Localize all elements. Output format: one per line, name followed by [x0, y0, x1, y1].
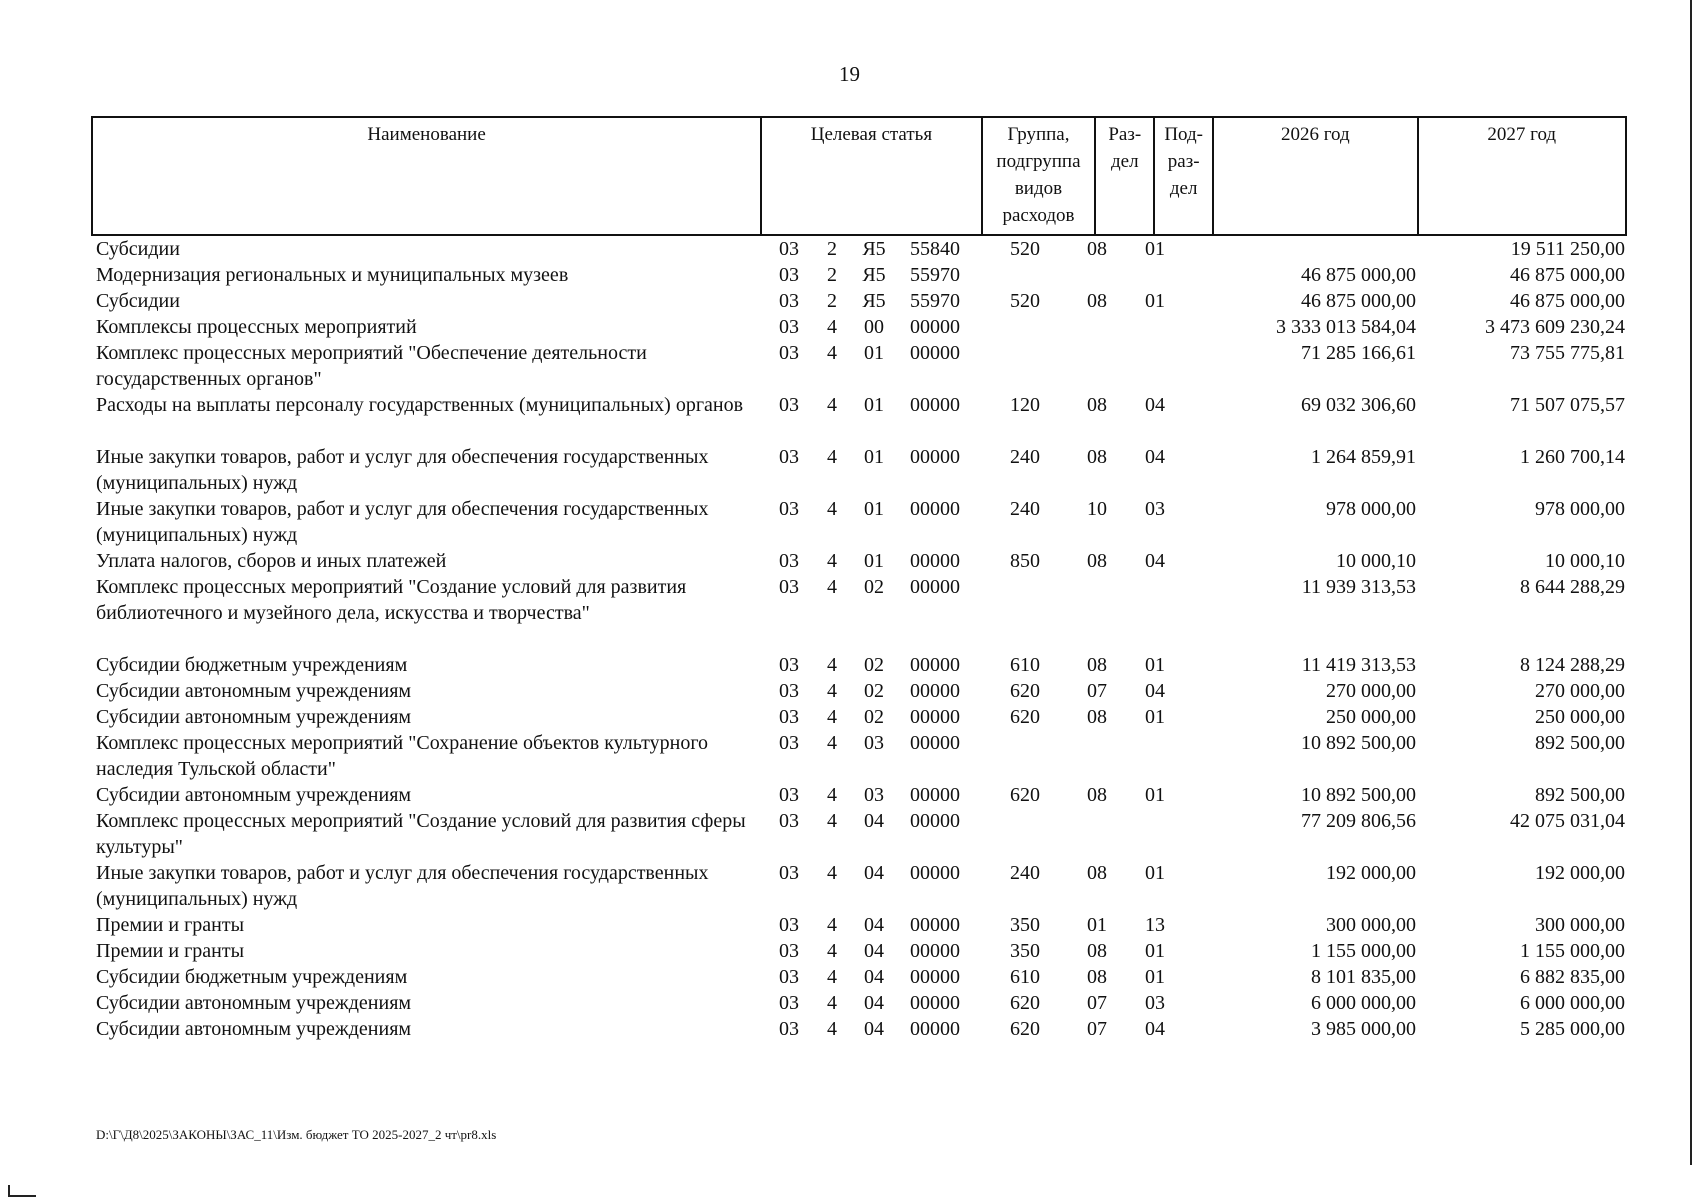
cell-c3: Я5 [862, 264, 886, 286]
cell-section: 08 [1087, 238, 1107, 260]
cell-y2027: 71 507 075,57 [1510, 394, 1625, 416]
cell-group: 850 [1010, 550, 1040, 572]
cell-section: 08 [1087, 862, 1107, 884]
cell-subsection: 01 [1145, 290, 1165, 312]
cell-section: 08 [1087, 706, 1107, 728]
cell-c2: 4 [827, 732, 837, 754]
cell-y2027: 8 124 288,29 [1520, 654, 1625, 676]
table-row [91, 236, 1627, 262]
row-name: Расходы на выплаты персоналу государственных (муниципальных) органов [96, 394, 744, 416]
cell-c3: Я5 [862, 238, 886, 260]
row-name: Премии и гранты [96, 914, 245, 936]
cell-group: 620 [1010, 680, 1040, 702]
cell-c2: 4 [827, 576, 837, 598]
cell-c4: 00000 [910, 992, 960, 1014]
row-name: Комплексы процессных мероприятий [96, 316, 417, 338]
cell-y2027: 19 511 250,00 [1510, 238, 1625, 260]
cell-c2: 2 [827, 264, 837, 286]
cell-c3: 04 [864, 992, 884, 1014]
cell-y2026: 11 419 313,53 [1301, 654, 1416, 676]
row-name: Иные закупки товаров, работ и услуг для обеспечения государственных (муниципальных) нужд [96, 446, 709, 494]
cell-c2: 2 [827, 290, 837, 312]
cell-y2027: 892 500,00 [1535, 732, 1625, 754]
table-row [91, 262, 1627, 288]
cell-y2027: 10 000,10 [1545, 550, 1625, 572]
cell-c2: 4 [827, 706, 837, 728]
cell-section: 08 [1087, 550, 1107, 572]
table-row [91, 730, 1627, 782]
cell-section: 08 [1087, 784, 1107, 806]
cell-y2027: 46 875 000,00 [1510, 290, 1625, 312]
cell-section: 08 [1087, 940, 1107, 962]
row-name: Комплекс процессных мероприятий "Создание условий для развития библиотечного и музейного дела, искусства и творчества" [96, 576, 687, 624]
cell-group: 620 [1010, 706, 1040, 728]
cell-c1: 03 [779, 498, 799, 520]
row-name: Субсидии бюджетным учреждениям [96, 654, 408, 676]
cell-group: 610 [1010, 966, 1040, 988]
cell-y2027: 1 260 700,14 [1520, 446, 1625, 468]
cell-c2: 4 [827, 446, 837, 468]
cell-c2: 4 [827, 394, 837, 416]
cell-c2: 4 [827, 914, 837, 936]
table-row [91, 704, 1627, 730]
table-row [91, 444, 1627, 496]
cell-c4: 00000 [910, 1018, 960, 1040]
row-name: Иные закупки товаров, работ и услуг для обеспечения государственных (муниципальных) нужд [96, 862, 709, 910]
table-body [91, 236, 1627, 1042]
cell-c4: 00000 [910, 342, 960, 364]
cell-subsection: 03 [1145, 992, 1165, 1014]
cell-c2: 4 [827, 342, 837, 364]
table-row [91, 574, 1627, 652]
cell-c4: 00000 [910, 498, 960, 520]
cell-y2026: 270 000,00 [1326, 680, 1416, 702]
cell-c3: 00 [864, 316, 884, 338]
cell-y2026: 10 892 500,00 [1301, 784, 1416, 806]
cell-c3: 02 [864, 680, 884, 702]
cell-c1: 03 [779, 576, 799, 598]
cell-c1: 03 [779, 290, 799, 312]
cell-subsection: 04 [1145, 550, 1165, 572]
cell-y2027: 270 000,00 [1535, 680, 1625, 702]
cell-group: 350 [1010, 940, 1040, 962]
table-row [91, 678, 1627, 704]
cell-y2026: 192 000,00 [1326, 862, 1416, 884]
row-name: Субсидии автономным учреждениям [96, 784, 412, 806]
table-row [91, 314, 1627, 340]
cell-subsection: 01 [1145, 966, 1165, 988]
cell-c1: 03 [779, 940, 799, 962]
cell-c4: 00000 [910, 654, 960, 676]
cell-c4: 00000 [910, 706, 960, 728]
cell-c1: 03 [779, 784, 799, 806]
page-number: 19 [839, 62, 860, 86]
page-edge-line [1690, 0, 1692, 1165]
row-name: Субсидии бюджетным учреждениям [96, 966, 408, 988]
cell-y2027: 73 755 775,81 [1510, 342, 1625, 364]
cell-y2026: 69 032 306,60 [1301, 394, 1416, 416]
cell-c1: 03 [779, 706, 799, 728]
header-section: Раз- дел [1096, 118, 1155, 234]
table-row [91, 860, 1627, 912]
cell-y2027: 6 882 835,00 [1520, 966, 1625, 988]
table-row [91, 340, 1627, 392]
cell-c1: 03 [779, 992, 799, 1014]
row-name: Субсидии автономным учреждениям [96, 706, 412, 728]
cell-c2: 4 [827, 498, 837, 520]
cell-c4: 55970 [910, 264, 960, 286]
cell-subsection: 01 [1145, 862, 1165, 884]
cell-section: 08 [1087, 290, 1107, 312]
cell-y2026: 46 875 000,00 [1301, 290, 1416, 312]
cell-c1: 03 [779, 914, 799, 936]
cell-c1: 03 [779, 862, 799, 884]
cell-c3: 04 [864, 862, 884, 884]
cell-c3: 01 [864, 394, 884, 416]
cell-y2027: 5 285 000,00 [1520, 1018, 1625, 1040]
cell-subsection: 03 [1145, 498, 1165, 520]
cell-c1: 03 [779, 1018, 799, 1040]
row-name: Комплекс процессных мероприятий "Обеспечение деятельности государственных органов" [96, 342, 647, 390]
row-name: Иные закупки товаров, работ и услуг для обеспечения государственных (муниципальных) нужд [96, 498, 709, 546]
cell-y2027: 978 000,00 [1535, 498, 1625, 520]
cell-c2: 4 [827, 810, 837, 832]
cell-c3: 04 [864, 966, 884, 988]
cell-c1: 03 [779, 654, 799, 676]
cell-c3: 03 [864, 732, 884, 754]
cell-c1: 03 [779, 966, 799, 988]
corner-mark [8, 1185, 36, 1197]
cell-y2026: 6 000 000,00 [1311, 992, 1416, 1014]
cell-c2: 4 [827, 940, 837, 962]
cell-c3: 01 [864, 498, 884, 520]
cell-group: 620 [1010, 1018, 1040, 1040]
cell-c4: 00000 [910, 316, 960, 338]
cell-c1: 03 [779, 446, 799, 468]
cell-c4: 00000 [910, 784, 960, 806]
cell-c4: 00000 [910, 810, 960, 832]
cell-y2026: 300 000,00 [1326, 914, 1416, 936]
cell-subsection: 01 [1145, 940, 1165, 962]
row-name: Комплекс процессных мероприятий "Создание условий для развития сферы культуры" [96, 810, 746, 858]
cell-group: 350 [1010, 914, 1040, 936]
cell-c3: 03 [864, 784, 884, 806]
cell-c4: 00000 [910, 732, 960, 754]
cell-y2026: 1 155 000,00 [1311, 940, 1416, 962]
cell-c3: 04 [864, 940, 884, 962]
cell-y2027: 6 000 000,00 [1520, 992, 1625, 1014]
cell-y2027: 300 000,00 [1535, 914, 1625, 936]
cell-c4: 00000 [910, 940, 960, 962]
row-name: Премии и гранты [96, 940, 245, 962]
table-row [91, 808, 1627, 860]
cell-c3: 01 [864, 446, 884, 468]
cell-c1: 03 [779, 342, 799, 364]
cell-c3: 01 [864, 550, 884, 572]
cell-subsection: 01 [1145, 706, 1165, 728]
cell-c2: 4 [827, 1018, 837, 1040]
cell-c1: 03 [779, 810, 799, 832]
cell-section: 10 [1087, 498, 1107, 520]
cell-c2: 4 [827, 862, 837, 884]
cell-c2: 4 [827, 316, 837, 338]
cell-y2026: 46 875 000,00 [1301, 264, 1416, 286]
cell-subsection: 01 [1145, 238, 1165, 260]
cell-c2: 2 [827, 238, 837, 260]
cell-y2026: 250 000,00 [1326, 706, 1416, 728]
cell-c1: 03 [779, 732, 799, 754]
cell-y2027: 46 875 000,00 [1510, 264, 1625, 286]
cell-group: 120 [1010, 394, 1040, 416]
table-row [91, 990, 1627, 1016]
cell-subsection: 04 [1145, 394, 1165, 416]
cell-c3: 04 [864, 1018, 884, 1040]
row-name: Модернизация региональных и муниципальных музеев [96, 264, 569, 286]
cell-c3: 02 [864, 654, 884, 676]
cell-c1: 03 [779, 316, 799, 338]
row-name: Субсидии автономным учреждениям [96, 680, 412, 702]
table-row [91, 1016, 1627, 1042]
cell-c2: 4 [827, 680, 837, 702]
cell-c3: 04 [864, 810, 884, 832]
header-2027: 2027 год [1487, 124, 1557, 145]
cell-y2027: 892 500,00 [1535, 784, 1625, 806]
header-name: Наименование [93, 118, 762, 234]
cell-section: 08 [1087, 966, 1107, 988]
table-row [91, 782, 1627, 808]
cell-c3: 01 [864, 342, 884, 364]
cell-group: 620 [1010, 784, 1040, 806]
cell-c1: 03 [779, 680, 799, 702]
cell-c4: 00000 [910, 966, 960, 988]
row-name: Субсидии [96, 238, 180, 260]
cell-section: 07 [1087, 1018, 1107, 1040]
cell-c4: 55840 [910, 238, 960, 260]
cell-y2026: 71 285 166,61 [1301, 342, 1416, 364]
table-row [91, 964, 1627, 990]
cell-c3: Я5 [862, 290, 886, 312]
cell-section: 08 [1087, 446, 1107, 468]
file-path: D:\Г\Д8\2025\ЗАКОНЫ\ЗАС_11\Изм. бюджет ТО 2025-2027_2 чт\pr8.xls [96, 1127, 497, 1142]
cell-c3: 02 [864, 576, 884, 598]
cell-c2: 4 [827, 966, 837, 988]
table-row [91, 912, 1627, 938]
cell-c4: 00000 [910, 446, 960, 468]
cell-section: 01 [1087, 914, 1107, 936]
row-name: Субсидии автономным учреждениям [96, 992, 412, 1014]
cell-y2026: 978 000,00 [1326, 498, 1416, 520]
cell-group: 610 [1010, 654, 1040, 676]
cell-c2: 4 [827, 550, 837, 572]
row-name: Комплекс процессных мероприятий "Сохранение объектов культурного наследия Тульской области" [96, 732, 709, 780]
cell-subsection: 04 [1145, 1018, 1165, 1040]
table-row [91, 548, 1627, 574]
cell-section: 07 [1087, 992, 1107, 1014]
table-row [91, 938, 1627, 964]
cell-c2: 4 [827, 992, 837, 1014]
cell-subsection: 04 [1145, 680, 1165, 702]
header-target-article: Целевая статья [762, 118, 982, 234]
cell-section: 08 [1087, 394, 1107, 416]
cell-c4: 00000 [910, 862, 960, 884]
cell-group: 240 [1010, 446, 1040, 468]
cell-c1: 03 [779, 264, 799, 286]
cell-y2027: 250 000,00 [1535, 706, 1625, 728]
cell-y2026: 8 101 835,00 [1311, 966, 1416, 988]
header-subsection: Под- раз- дел [1155, 118, 1214, 234]
cell-y2026: 3 985 000,00 [1311, 1018, 1416, 1040]
header-2026: 2026 год [1214, 118, 1418, 234]
cell-y2027: 192 000,00 [1535, 862, 1625, 884]
cell-y2026: 10 892 500,00 [1301, 732, 1416, 754]
cell-y2027: 1 155 000,00 [1520, 940, 1625, 962]
row-name: Уплата налогов, сборов и иных платежей [96, 550, 447, 572]
cell-c1: 03 [779, 550, 799, 572]
cell-subsection: 04 [1145, 446, 1165, 468]
cell-y2027: 8 644 288,29 [1520, 576, 1625, 598]
cell-y2027: 3 473 609 230,24 [1485, 316, 1625, 338]
cell-y2026: 1 264 859,91 [1311, 446, 1416, 468]
cell-group: 240 [1010, 498, 1040, 520]
cell-group: 620 [1010, 992, 1040, 1014]
cell-y2026: 10 000,10 [1336, 550, 1416, 572]
cell-c3: 04 [864, 914, 884, 936]
table-row [91, 288, 1627, 314]
cell-y2026: 3 333 013 584,04 [1276, 316, 1416, 338]
cell-subsection: 01 [1145, 784, 1165, 806]
cell-c2: 4 [827, 654, 837, 676]
cell-y2026: 77 209 806,56 [1301, 810, 1416, 832]
cell-group: 240 [1010, 862, 1040, 884]
cell-c4: 00000 [910, 394, 960, 416]
table-row [91, 392, 1627, 444]
cell-subsection: 13 [1145, 914, 1165, 936]
cell-c3: 02 [864, 706, 884, 728]
cell-y2027: 42 075 031,04 [1510, 810, 1625, 832]
cell-c2: 4 [827, 784, 837, 806]
cell-c4: 00000 [910, 576, 960, 598]
cell-subsection: 01 [1145, 654, 1165, 676]
cell-group: 520 [1010, 290, 1040, 312]
cell-c4: 00000 [910, 680, 960, 702]
cell-c4: 55970 [910, 290, 960, 312]
cell-y2026: 11 939 313,53 [1301, 576, 1416, 598]
table-header [91, 116, 1627, 236]
cell-c4: 00000 [910, 914, 960, 936]
cell-section: 07 [1087, 680, 1107, 702]
table-row [91, 652, 1627, 678]
cell-c1: 03 [779, 238, 799, 260]
cell-group: 520 [1010, 238, 1040, 260]
cell-section: 08 [1087, 654, 1107, 676]
table-row [91, 496, 1627, 548]
row-name: Субсидии автономным учреждениям [96, 1018, 412, 1040]
cell-c1: 03 [779, 394, 799, 416]
cell-c4: 00000 [910, 550, 960, 572]
header-expense-group: Группа, подгруппа видов расходов [983, 118, 1097, 234]
row-name: Субсидии [96, 290, 180, 312]
